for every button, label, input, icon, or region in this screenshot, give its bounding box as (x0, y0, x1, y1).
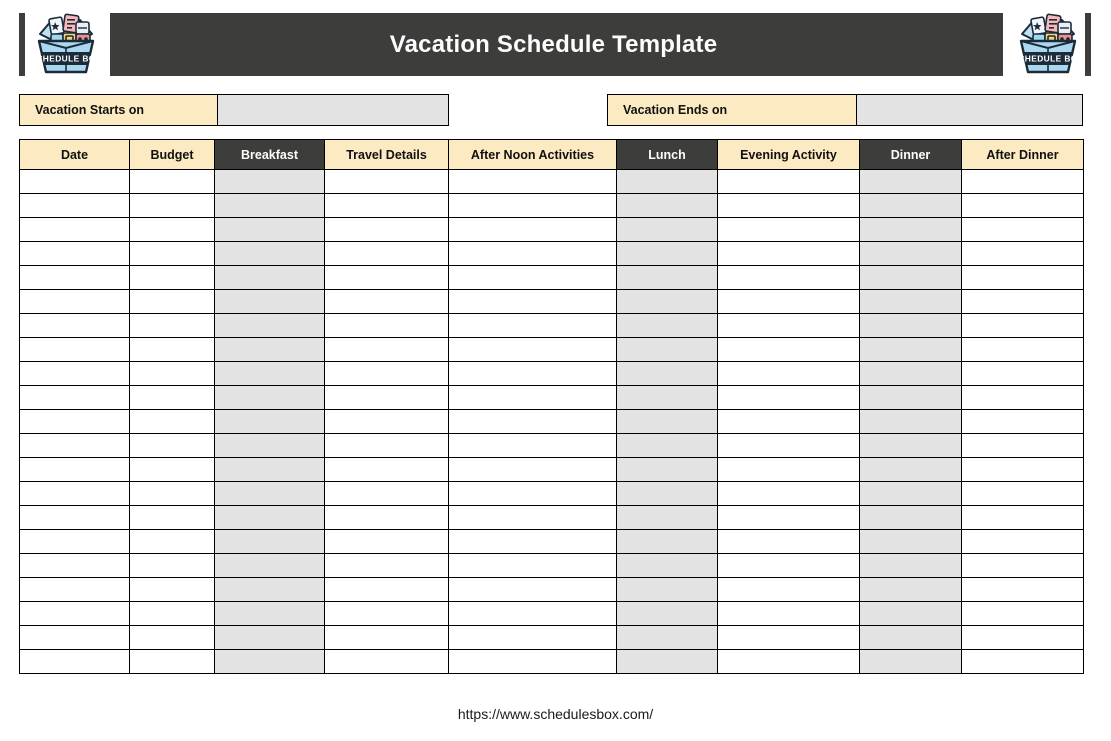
cell-dinner[interactable] (860, 170, 962, 194)
schedule-box-logo-icon (1008, 8, 1088, 80)
cell-breakfast[interactable] (215, 626, 325, 650)
table-row (20, 482, 1084, 506)
cell-breakfast[interactable] (215, 338, 325, 362)
cell-after-noon-activities[interactable] (449, 482, 617, 506)
cell-dinner[interactable] (860, 650, 962, 674)
cell-breakfast[interactable] (215, 482, 325, 506)
vacation-dates-bar (0, 94, 1111, 126)
cell-budget[interactable] (130, 554, 215, 578)
cell-after-dinner[interactable] (962, 314, 1084, 338)
cell-after-dinner[interactable] (962, 554, 1084, 578)
cell-budget[interactable] (130, 578, 215, 602)
cell-dinner[interactable] (860, 242, 962, 266)
cell-date[interactable] (20, 410, 130, 434)
table-row (20, 362, 1084, 386)
cell-lunch[interactable] (617, 170, 718, 194)
cell-dinner[interactable] (860, 386, 962, 410)
cell-after-dinner[interactable] (962, 626, 1084, 650)
column-header-lunch: Lunch (617, 140, 718, 170)
cell-lunch[interactable] (617, 194, 718, 218)
column-header-date: Date (20, 140, 130, 170)
cell-budget[interactable] (130, 362, 215, 386)
cell-dinner[interactable] (860, 314, 962, 338)
cell-travel-details[interactable] (325, 314, 449, 338)
cell-evening-activity[interactable] (718, 506, 860, 530)
cell-lunch[interactable] (617, 266, 718, 290)
cell-evening-activity[interactable] (718, 482, 860, 506)
cell-after-noon-activities[interactable] (449, 314, 617, 338)
cell-dinner[interactable] (860, 506, 962, 530)
cell-evening-activity[interactable] (718, 434, 860, 458)
cell-dinner[interactable] (860, 362, 962, 386)
cell-budget[interactable] (130, 266, 215, 290)
cell-budget[interactable] (130, 506, 215, 530)
cell-breakfast[interactable] (215, 266, 325, 290)
vacation-ends-input[interactable] (857, 94, 1083, 126)
cell-budget[interactable] (130, 482, 215, 506)
cell-travel-details[interactable] (325, 602, 449, 626)
cell-breakfast[interactable] (215, 458, 325, 482)
cell-breakfast[interactable] (215, 602, 325, 626)
cell-lunch[interactable] (617, 386, 718, 410)
cell-breakfast[interactable] (215, 578, 325, 602)
cell-after-noon-activities[interactable] (449, 242, 617, 266)
cell-budget[interactable] (130, 314, 215, 338)
table-row (20, 386, 1084, 410)
table-row (20, 626, 1084, 650)
cell-breakfast[interactable] (215, 194, 325, 218)
page-title: Vacation Schedule Template (389, 30, 718, 58)
cell-date[interactable] (20, 626, 130, 650)
cell-after-dinner[interactable] (962, 506, 1084, 530)
cell-lunch[interactable] (617, 290, 718, 314)
cell-dinner[interactable] (860, 482, 962, 506)
table-row (20, 290, 1084, 314)
cell-budget[interactable] (130, 338, 215, 362)
cell-after-noon-activities[interactable] (449, 194, 617, 218)
cell-lunch[interactable] (617, 338, 718, 362)
cell-evening-activity[interactable] (718, 266, 860, 290)
cell-breakfast[interactable] (215, 242, 325, 266)
cell-travel-details[interactable] (325, 242, 449, 266)
cell-lunch[interactable] (617, 242, 718, 266)
header-right-rule-outer (1085, 13, 1091, 76)
cell-lunch[interactable] (617, 362, 718, 386)
cell-after-dinner[interactable] (962, 266, 1084, 290)
cell-after-dinner[interactable] (962, 410, 1084, 434)
cell-budget[interactable] (130, 650, 215, 674)
table-row (20, 506, 1084, 530)
cell-evening-activity[interactable] (718, 530, 860, 554)
cell-after-noon-activities[interactable] (449, 530, 617, 554)
cell-travel-details[interactable] (325, 626, 449, 650)
cell-lunch[interactable] (617, 650, 718, 674)
cell-date[interactable] (20, 530, 130, 554)
cell-travel-details[interactable] (325, 386, 449, 410)
cell-after-dinner[interactable] (962, 530, 1084, 554)
table-row (20, 602, 1084, 626)
cell-budget[interactable] (130, 386, 215, 410)
cell-lunch[interactable] (617, 626, 718, 650)
cell-evening-activity[interactable] (718, 458, 860, 482)
column-header-breakfast: Breakfast (215, 140, 325, 170)
cell-budget[interactable] (130, 218, 215, 242)
cell-lunch[interactable] (617, 218, 718, 242)
table-body (20, 170, 1084, 674)
cell-breakfast[interactable] (215, 218, 325, 242)
cell-date[interactable] (20, 386, 130, 410)
cell-date[interactable] (20, 506, 130, 530)
cell-dinner[interactable] (860, 626, 962, 650)
footer-url[interactable]: https://www.schedulesbox.com/ (457, 706, 654, 722)
cell-budget[interactable] (130, 290, 215, 314)
cell-travel-details[interactable] (325, 530, 449, 554)
cell-travel-details[interactable] (325, 218, 449, 242)
cell-after-noon-activities[interactable] (449, 362, 617, 386)
column-header-travel-details: Travel Details (325, 140, 449, 170)
cell-lunch[interactable] (617, 410, 718, 434)
table-row (20, 530, 1084, 554)
column-header-budget: Budget (130, 140, 215, 170)
cell-budget[interactable] (130, 242, 215, 266)
cell-budget[interactable] (130, 530, 215, 554)
table-row (20, 410, 1084, 434)
cell-budget[interactable] (130, 458, 215, 482)
cell-breakfast[interactable] (215, 530, 325, 554)
cell-after-dinner[interactable] (962, 458, 1084, 482)
column-header-after-noon-activities: After Noon Activities (449, 140, 617, 170)
cell-after-dinner[interactable] (962, 218, 1084, 242)
cell-after-noon-activities[interactable] (449, 410, 617, 434)
table-row (20, 338, 1084, 362)
vacation-ends-label: Vacation Ends on (607, 94, 857, 126)
header-title-bar (110, 13, 997, 76)
cell-breakfast[interactable] (215, 554, 325, 578)
cell-date[interactable] (20, 314, 130, 338)
cell-date[interactable] (20, 554, 130, 578)
cell-breakfast[interactable] (215, 434, 325, 458)
cell-breakfast[interactable] (215, 170, 325, 194)
cell-evening-activity[interactable] (718, 218, 860, 242)
cell-evening-activity[interactable] (718, 410, 860, 434)
cell-after-dinner[interactable] (962, 602, 1084, 626)
cell-travel-details[interactable] (325, 458, 449, 482)
cell-evening-activity[interactable] (718, 290, 860, 314)
header-left-rule (19, 13, 25, 76)
table-row (20, 266, 1084, 290)
cell-date[interactable] (20, 338, 130, 362)
svg-text:SCHEDULE BOX: SCHEDULE BOX (30, 53, 102, 64)
table-row (20, 314, 1084, 338)
cell-travel-details[interactable] (325, 266, 449, 290)
table-row (20, 458, 1084, 482)
cell-date[interactable] (20, 194, 130, 218)
table-row (20, 170, 1084, 194)
cell-after-noon-activities[interactable] (449, 602, 617, 626)
cell-lunch[interactable] (617, 482, 718, 506)
cell-after-noon-activities[interactable] (449, 290, 617, 314)
cell-after-dinner[interactable] (962, 170, 1084, 194)
cell-date[interactable] (20, 482, 130, 506)
cell-evening-activity[interactable] (718, 314, 860, 338)
cell-after-dinner[interactable] (962, 338, 1084, 362)
vacation-ends-group (607, 94, 1083, 126)
cell-budget[interactable] (130, 626, 215, 650)
cell-lunch[interactable] (617, 530, 718, 554)
cell-date[interactable] (20, 362, 130, 386)
cell-after-noon-activities[interactable] (449, 650, 617, 674)
cell-after-dinner[interactable] (962, 242, 1084, 266)
cell-travel-details[interactable] (325, 362, 449, 386)
cell-date[interactable] (20, 650, 130, 674)
cell-evening-activity[interactable] (718, 386, 860, 410)
cell-budget[interactable] (130, 434, 215, 458)
cell-after-noon-activities[interactable] (449, 386, 617, 410)
cell-date[interactable] (20, 434, 130, 458)
cell-date[interactable] (20, 170, 130, 194)
cell-budget[interactable] (130, 194, 215, 218)
cell-evening-activity[interactable] (718, 578, 860, 602)
cell-travel-details[interactable] (325, 170, 449, 194)
cell-after-noon-activities[interactable] (449, 434, 617, 458)
cell-date[interactable] (20, 602, 130, 626)
cell-breakfast[interactable] (215, 314, 325, 338)
cell-after-noon-activities[interactable] (449, 170, 617, 194)
table-row (20, 650, 1084, 674)
cell-dinner[interactable] (860, 290, 962, 314)
cell-travel-details[interactable] (325, 506, 449, 530)
table-header-row (20, 140, 1084, 170)
cell-breakfast[interactable] (215, 290, 325, 314)
cell-date[interactable] (20, 218, 130, 242)
cell-travel-details[interactable] (325, 434, 449, 458)
cell-breakfast[interactable] (215, 506, 325, 530)
cell-evening-activity[interactable] (718, 650, 860, 674)
cell-budget[interactable] (130, 602, 215, 626)
cell-after-dinner[interactable] (962, 290, 1084, 314)
cell-after-dinner[interactable] (962, 194, 1084, 218)
cell-dinner[interactable] (860, 458, 962, 482)
cell-date[interactable] (20, 290, 130, 314)
cell-dinner[interactable] (860, 194, 962, 218)
vacation-starts-input[interactable] (218, 94, 449, 126)
cell-after-dinner[interactable] (962, 482, 1084, 506)
cell-dinner[interactable] (860, 266, 962, 290)
cell-after-dinner[interactable] (962, 650, 1084, 674)
cell-lunch[interactable] (617, 458, 718, 482)
cell-travel-details[interactable] (325, 338, 449, 362)
cell-after-noon-activities[interactable] (449, 338, 617, 362)
svg-text:SCHEDULE BOX: SCHEDULE BOX (1012, 53, 1084, 64)
cell-evening-activity[interactable] (718, 170, 860, 194)
cell-dinner[interactable] (860, 602, 962, 626)
cell-after-noon-activities[interactable] (449, 266, 617, 290)
cell-lunch[interactable] (617, 434, 718, 458)
cell-lunch[interactable] (617, 578, 718, 602)
vacation-schedule-table (19, 139, 1084, 674)
table-row (20, 194, 1084, 218)
cell-dinner[interactable] (860, 578, 962, 602)
cell-lunch[interactable] (617, 602, 718, 626)
cell-budget[interactable] (130, 170, 215, 194)
cell-evening-activity[interactable] (718, 362, 860, 386)
schedule-box-logo-icon (26, 8, 106, 80)
cell-after-dinner[interactable] (962, 362, 1084, 386)
column-header-after-dinner: After Dinner (962, 140, 1084, 170)
cell-breakfast[interactable] (215, 650, 325, 674)
cell-evening-activity[interactable] (718, 554, 860, 578)
table-row (20, 578, 1084, 602)
cell-after-noon-activities[interactable] (449, 218, 617, 242)
cell-after-dinner[interactable] (962, 578, 1084, 602)
header-right-rule-inner (997, 13, 1003, 76)
cell-after-noon-activities[interactable] (449, 626, 617, 650)
cell-travel-details[interactable] (325, 410, 449, 434)
cell-evening-activity[interactable] (718, 194, 860, 218)
table-row (20, 242, 1084, 266)
cell-lunch[interactable] (617, 314, 718, 338)
cell-breakfast[interactable] (215, 386, 325, 410)
cell-dinner[interactable] (860, 218, 962, 242)
column-header-evening-activity: Evening Activity (718, 140, 860, 170)
cell-after-noon-activities[interactable] (449, 458, 617, 482)
cell-evening-activity[interactable] (718, 602, 860, 626)
cell-after-dinner[interactable] (962, 434, 1084, 458)
cell-dinner[interactable] (860, 410, 962, 434)
cell-travel-details[interactable] (325, 290, 449, 314)
cell-travel-details[interactable] (325, 554, 449, 578)
table-row (20, 554, 1084, 578)
vacation-starts-label: Vacation Starts on (19, 94, 218, 126)
cell-lunch[interactable] (617, 554, 718, 578)
cell-dinner[interactable] (860, 530, 962, 554)
table-row (20, 218, 1084, 242)
cell-date[interactable] (20, 458, 130, 482)
cell-evening-activity[interactable] (718, 338, 860, 362)
cell-dinner[interactable] (860, 434, 962, 458)
cell-after-dinner[interactable] (962, 386, 1084, 410)
page-header (0, 0, 1111, 86)
cell-date[interactable] (20, 266, 130, 290)
cell-evening-activity[interactable] (718, 242, 860, 266)
cell-after-noon-activities[interactable] (449, 578, 617, 602)
cell-after-noon-activities[interactable] (449, 554, 617, 578)
column-header-dinner: Dinner (860, 140, 962, 170)
cell-budget[interactable] (130, 410, 215, 434)
cell-date[interactable] (20, 242, 130, 266)
cell-travel-details[interactable] (325, 650, 449, 674)
cell-travel-details[interactable] (325, 194, 449, 218)
cell-after-noon-activities[interactable] (449, 506, 617, 530)
cell-breakfast[interactable] (215, 410, 325, 434)
cell-dinner[interactable] (860, 338, 962, 362)
table-head (20, 140, 1084, 170)
vacation-starts-group (19, 94, 449, 126)
table-row (20, 434, 1084, 458)
cell-travel-details[interactable] (325, 482, 449, 506)
cell-evening-activity[interactable] (718, 626, 860, 650)
cell-dinner[interactable] (860, 554, 962, 578)
cell-lunch[interactable] (617, 506, 718, 530)
cell-travel-details[interactable] (325, 578, 449, 602)
cell-date[interactable] (20, 578, 130, 602)
cell-breakfast[interactable] (215, 362, 325, 386)
